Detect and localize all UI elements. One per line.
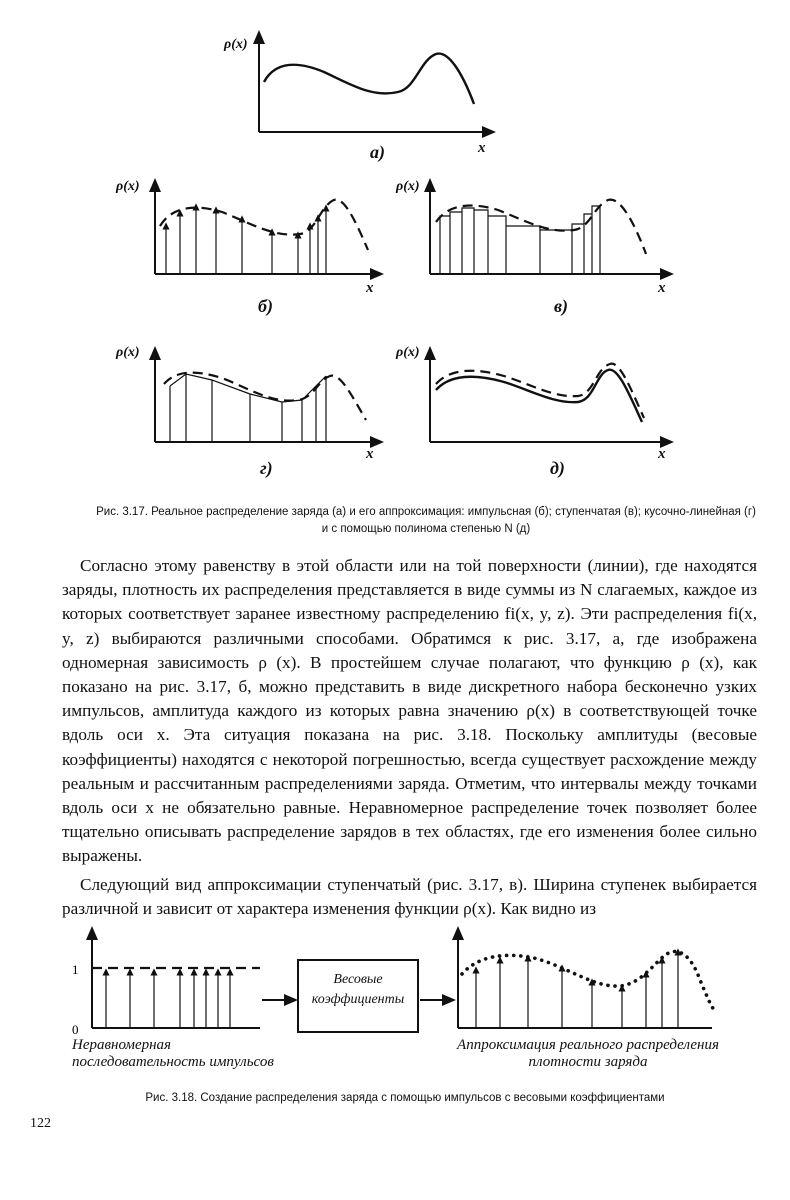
panel-b-x-label: x bbox=[366, 280, 374, 296]
panel-g-y-label: ρ(x) bbox=[116, 345, 140, 360]
panel-d-curve bbox=[436, 370, 642, 422]
panel-v-step-function bbox=[440, 206, 600, 274]
panel-b-letter: б) bbox=[258, 296, 273, 316]
panel-a-x-label: x bbox=[478, 140, 486, 156]
approximation-plot bbox=[458, 932, 714, 1028]
panel-b-dashed-curve bbox=[160, 200, 368, 250]
panel-a-y-label: ρ(x) bbox=[224, 37, 248, 52]
panel-v-x-label: x bbox=[658, 280, 666, 296]
panel-g-polyline bbox=[170, 374, 326, 442]
panel-g-letter: г) bbox=[260, 458, 273, 478]
panel-b bbox=[115, 179, 378, 317]
panel-d-y-label: ρ(x) bbox=[396, 345, 420, 360]
panel-b-y-label: ρ(x) bbox=[116, 179, 140, 194]
paragraph-1: Согласно этому равенству в этой области или на той поверхности (линии), где находятся заряды, плотность их распределения представляется в виде суммы из N слагаемых, каждое из которых соответствует заранее известному распределению fi(x, y, z). Эти распределения fi(x, y, z) выбираются различными способами. Обратимся к рис. 3.17, а, где изображена одномерная зависимость ρ (x). В простейшем случае полагают, что функцию ρ (x), как показано на рис. 3.17, б, можно представить в виде дискретного набора бесконечно узких импульсов, амплитуда каждого из которых равна значению ρ(x) в соответствующей точке вдоль оси x. Эта ситуация показана на рис. 3.18. Поскольку амплитуды (весовые коэффициенты) находятся с некоторой погрешностью, всегда существует расхождение между реальным и рассчитанным распределениями заряда. Отметим, что интервалы между точками вдоль оси x не обязательно равные. Неравномерное распределение точек позволяет более тщательно описывать распределение зарядов в тех областях, где его изменения более сильно выражены. bbox=[62, 556, 757, 866]
panel-v bbox=[395, 179, 668, 317]
panel-a bbox=[223, 36, 490, 163]
figure-3-17-caption: Рис. 3.17. Реальное распределение заряда (а) и его аппроксимация: импульсная (б); ступенчатая (в); кусочно-линейная (г) и с помощью полинома степенью N (д) bbox=[96, 506, 756, 535]
panel-d-letter: д) bbox=[550, 458, 565, 478]
figure-3-18-caption: Рис. 3.18. Создание распределения заряда с помощью импульсов с весовыми коэффициентами bbox=[145, 1092, 665, 1104]
paragraph-2: Следующий вид аппроксимации ступенчатый (рис. 3.17, в). Ширина ступенек выбирается различной и зависит от характера изменения функции ρ(x). Как видно из bbox=[62, 874, 757, 918]
impulse-sequence bbox=[72, 932, 260, 1037]
panel-v-y-label: ρ(x) bbox=[396, 179, 420, 194]
page-number: 122 bbox=[30, 1116, 51, 1131]
panel-b-impulses bbox=[166, 207, 326, 274]
panel-g-dashed-curve bbox=[164, 373, 366, 420]
panel-d-x-label: x bbox=[658, 446, 666, 462]
weights-box-label: Весовые коэффициенты bbox=[311, 972, 405, 1007]
panel-d bbox=[395, 345, 668, 479]
panel-g bbox=[115, 345, 378, 479]
panel-a-letter: а) bbox=[370, 142, 385, 162]
panel-g-x-label: x bbox=[366, 446, 374, 462]
impulse-sequence-label: Неравномерная последовательность импульсов bbox=[72, 1037, 274, 1070]
panel-a-curve bbox=[264, 54, 474, 104]
figure-3-17 bbox=[0, 0, 790, 490]
panel-v-letter: в) bbox=[554, 296, 569, 316]
axis-zero-label: 0 bbox=[72, 1022, 79, 1037]
axis-one-label: 1 bbox=[72, 962, 79, 977]
approximation-label: Аппроксимация реального распределения плотности заряда bbox=[457, 1037, 719, 1070]
body-text bbox=[62, 554, 757, 921]
